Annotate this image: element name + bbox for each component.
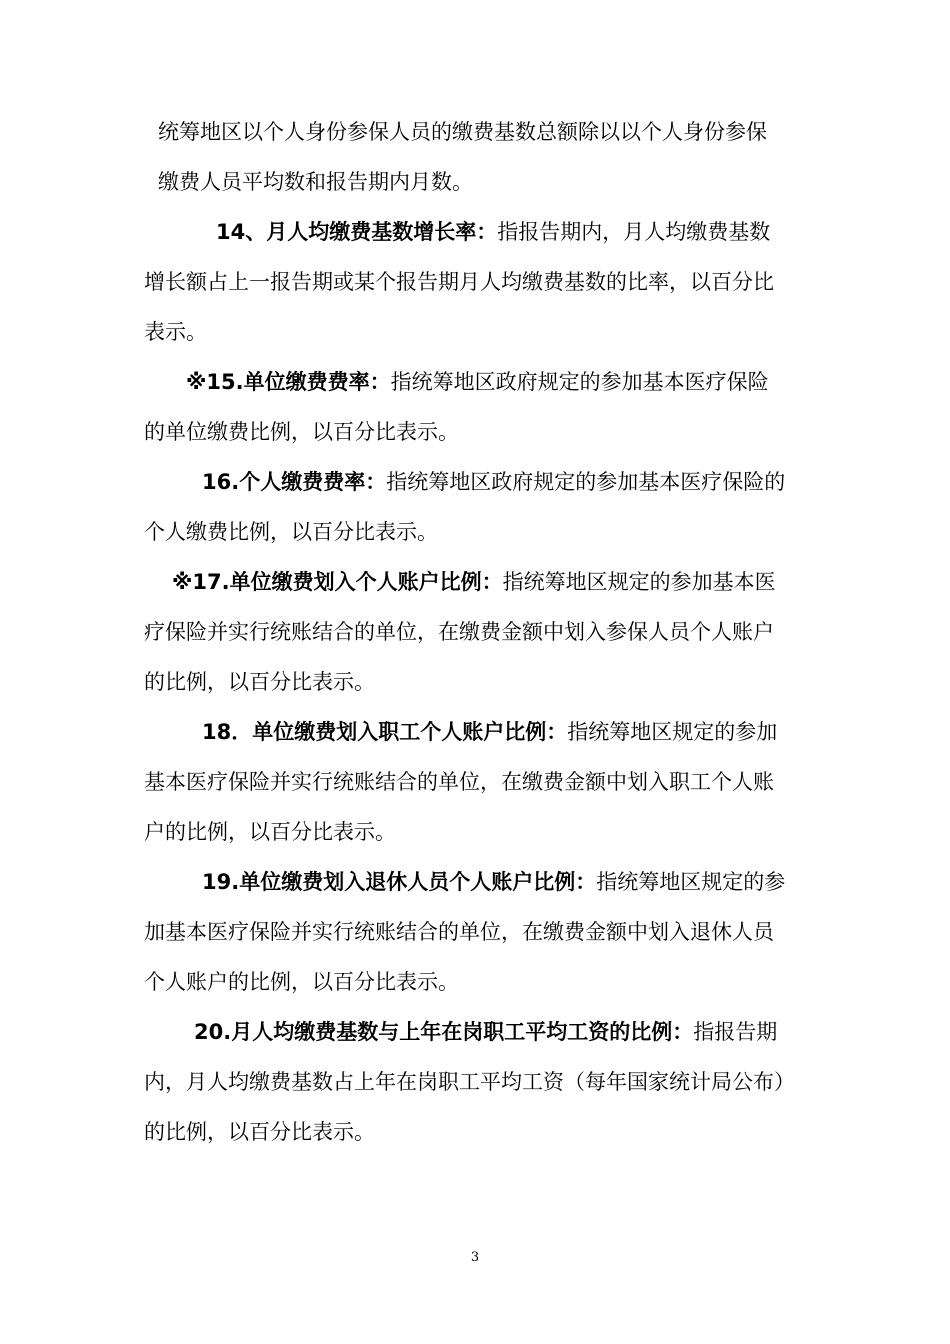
paragraph-line: 内，月人均缴费基数占上年在岗职工平均工资（每年国家统计局公布） <box>144 1070 795 1094</box>
paragraph-line: 的比例，以百分比表示。 <box>144 670 375 694</box>
definition-term: 16.个人缴费费率： <box>202 470 387 494</box>
definition-term: ※15.单位缴费费率： <box>186 370 391 394</box>
paragraph-line: 疗保险并实行统账结合的单位，在缴费金额中划入参保人员个人账户 <box>144 620 774 644</box>
paragraph-line: 14、月人均缴费基数增长率：指报告期内，月人均缴费基数 <box>216 220 771 244</box>
paragraph-line: 20.月人均缴费基数与上年在岗职工平均工资的比例：指报告期 <box>194 1020 778 1044</box>
paragraph-line: 基本医疗保险并实行统账结合的单位，在缴费金额中划入职工个人账 <box>144 770 774 794</box>
page-number: 3 <box>470 1250 480 1265</box>
paragraph-line: 的比例，以百分比表示。 <box>144 1120 375 1144</box>
paragraph-line: 加基本医疗保险并实行统账结合的单位，在缴费金额中划入退休人员 <box>144 920 774 944</box>
paragraph-line: 增长额占上一报告期或某个报告期月人均缴费基数的比率，以百分比 <box>144 270 774 294</box>
definition-term: 14、月人均缴费基数增长率： <box>216 220 498 244</box>
paragraph-line: 的单位缴费比例，以百分比表示。 <box>144 420 459 444</box>
paragraph-line: 表示。 <box>144 320 207 344</box>
paragraph-line: 18．单位缴费划入职工个人账户比例：指统筹地区规定的参加 <box>202 720 778 744</box>
paragraph-line: 个人账户的比例，以百分比表示。 <box>144 970 459 994</box>
paragraph-line: 个人缴费比例，以百分比表示。 <box>144 520 438 544</box>
paragraph-line: 统筹地区以个人身份参保人员的缴费基数总额除以以个人身份参保 <box>158 120 767 144</box>
paragraph-line: ※15.单位缴费费率：指统筹地区政府规定的参加基本医疗保险 <box>186 370 769 394</box>
paragraph-line: ※17.单位缴费划入个人账户比例：指统筹地区规定的参加基本医 <box>172 570 776 594</box>
paragraph-line: 16.个人缴费费率：指统筹地区政府规定的参加基本医疗保险的 <box>202 470 786 494</box>
paragraph-line: 缴费人员平均数和报告期内月数。 <box>158 170 473 194</box>
paragraph-line: 户的比例，以百分比表示。 <box>144 820 396 844</box>
definition-term: ※17.单位缴费划入个人账户比例： <box>172 570 503 594</box>
definition-term: 18．单位缴费划入职工个人账户比例： <box>202 720 568 744</box>
definition-term: 19.单位缴费划入退休人员个人账户比例： <box>202 870 597 894</box>
paragraph-line: 19.单位缴费划入退休人员个人账户比例：指统筹地区规定的参 <box>202 870 786 894</box>
definition-term: 20.月人均缴费基数与上年在岗职工平均工资的比例： <box>194 1020 694 1044</box>
